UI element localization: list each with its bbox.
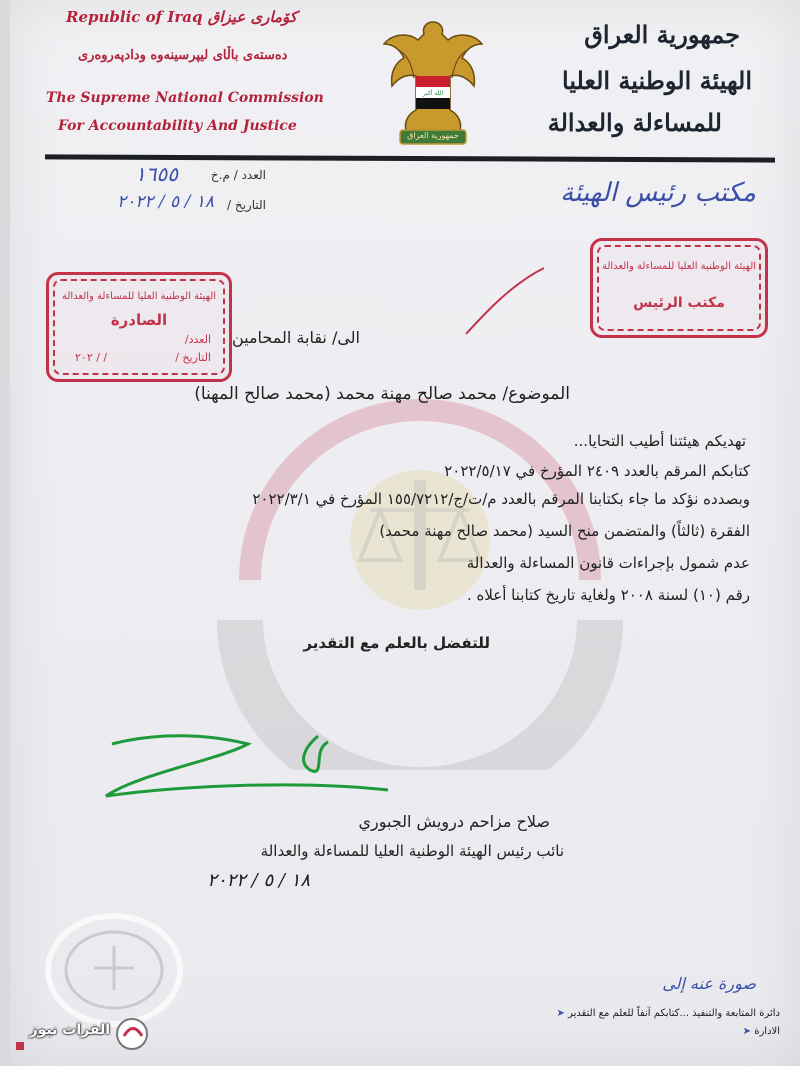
issued-stamp-number-label: العدد/ (184, 333, 211, 346)
embossed-seal (34, 910, 194, 1030)
news-logo-text: الفرات نيوز (29, 1022, 110, 1038)
header-right-line3: للمساءلة والعدالة (547, 108, 722, 137)
letter-greeting: تهديكم هيئتنا أطيب التحايا... (573, 432, 746, 450)
copy-to-label: صورة عنه إلى (662, 974, 756, 993)
arrow-icon: ➤ (742, 1026, 752, 1037)
signatory-name: صلاح مزاحم درويش الجبوري (358, 812, 550, 831)
letter-closing: للتفضل بالعلم مع التقدير (303, 634, 490, 652)
issued-stamp-title: الهيئة الوطنية العليا للمساءلة والعدالة (61, 291, 217, 302)
office-note: مكتب رئيس الهيئة (560, 178, 756, 208)
copy-to-item-1 (440, 1008, 780, 1019)
header-left-line1: Republic of Iraq كۆماری عیزاق (66, 8, 297, 26)
letter-subject: الموضوع/ محمد صالح مهنة محمد (محمد صالح المهنا) (194, 384, 570, 404)
copy-to-item-1-text: دائرة المتابعة والتنفيذ ...كتابكم آنفاً للعلم مع التقدير (568, 1008, 780, 1019)
issued-stamp-date-label: التاريخ / (175, 351, 211, 364)
arrow-icon: ➤ (556, 1008, 565, 1019)
header-left-line2: دەستەی باڵای لیپرسینەوە ودادپەروەری (78, 48, 288, 63)
letter-line-3: الفقرة (ثالثاً) والمتضمن منح السيد (محمد صالح مهنة محمد) (379, 522, 750, 540)
letter-line-5: رقم (١٠) لسنة ٢٠٠٨ ولغاية تاريخ كتابنا أعلاه . (466, 586, 750, 604)
president-stamp-title: الهيئة الوطنية العليا للمساءلة والعدالة (601, 261, 757, 272)
header-right-line2: الهيئة الوطنية العليا (562, 66, 752, 95)
signature-date: ١٨ / ٥ / ٢٠٢٢ (207, 870, 310, 891)
letter-line-4: عدم شمول بإجراءات قانون المساءلة والعدالة (466, 554, 750, 572)
news-logo-icon (114, 1016, 150, 1052)
letter-line-2: وبصدده نؤكد ما جاء بكتابنا المرقم بالعدد م/ت/ج/١٥٥/٧٢١٢ المؤرخ في ٢٠٢٢/٣/١ (252, 490, 750, 508)
copy-to-item-2-text: الادارة (754, 1026, 780, 1037)
issued-stamp-label: الصادرة (110, 311, 168, 329)
issued-stamp (46, 272, 232, 382)
news-logo-mark (16, 1042, 24, 1050)
handwritten-signature (98, 726, 398, 806)
header-left-line3: The Supreme National Commission (46, 90, 324, 106)
document-page (10, 0, 800, 1066)
ref-date-value: ١٨ / ٥ / ٢٠٢٢ (116, 192, 214, 212)
issued-stamp-date-value: / / ٢٠٢ (75, 351, 108, 364)
red-pen-mark (460, 262, 550, 342)
copy-to-item-2 (440, 1026, 780, 1037)
news-logo (14, 1016, 154, 1056)
president-office-stamp (590, 238, 768, 338)
svg-text:الله أكبر: الله أكبر (422, 90, 444, 97)
ref-number-label: العدد / م.خ (210, 168, 266, 182)
letter-line-1: كتابكم المرقم بالعدد ٢٤٠٩ المؤرخ في ٢٠٢٢/٥/١٧ (444, 462, 750, 480)
president-stamp-office: مكتب الرئيس (633, 295, 725, 311)
ref-number-value: ١٦٥٥ (135, 162, 178, 186)
letter-recipient: الى/ نقابة المحامين (231, 328, 360, 347)
ref-date-label: التاريخ / (226, 198, 266, 212)
reference-block (66, 164, 266, 224)
signatory-title: نائب رئيس الهيئة الوطنية العليا للمساءلة والعدالة (260, 842, 564, 860)
header-left-line4: For Accountability And Justice (58, 118, 297, 134)
commission-watermark (210, 390, 630, 770)
emblem-banner: جمهورية العراق (407, 131, 459, 140)
iraq-eagle-emblem (378, 14, 488, 154)
header-right-line1: جمهورية العراق (584, 20, 740, 49)
